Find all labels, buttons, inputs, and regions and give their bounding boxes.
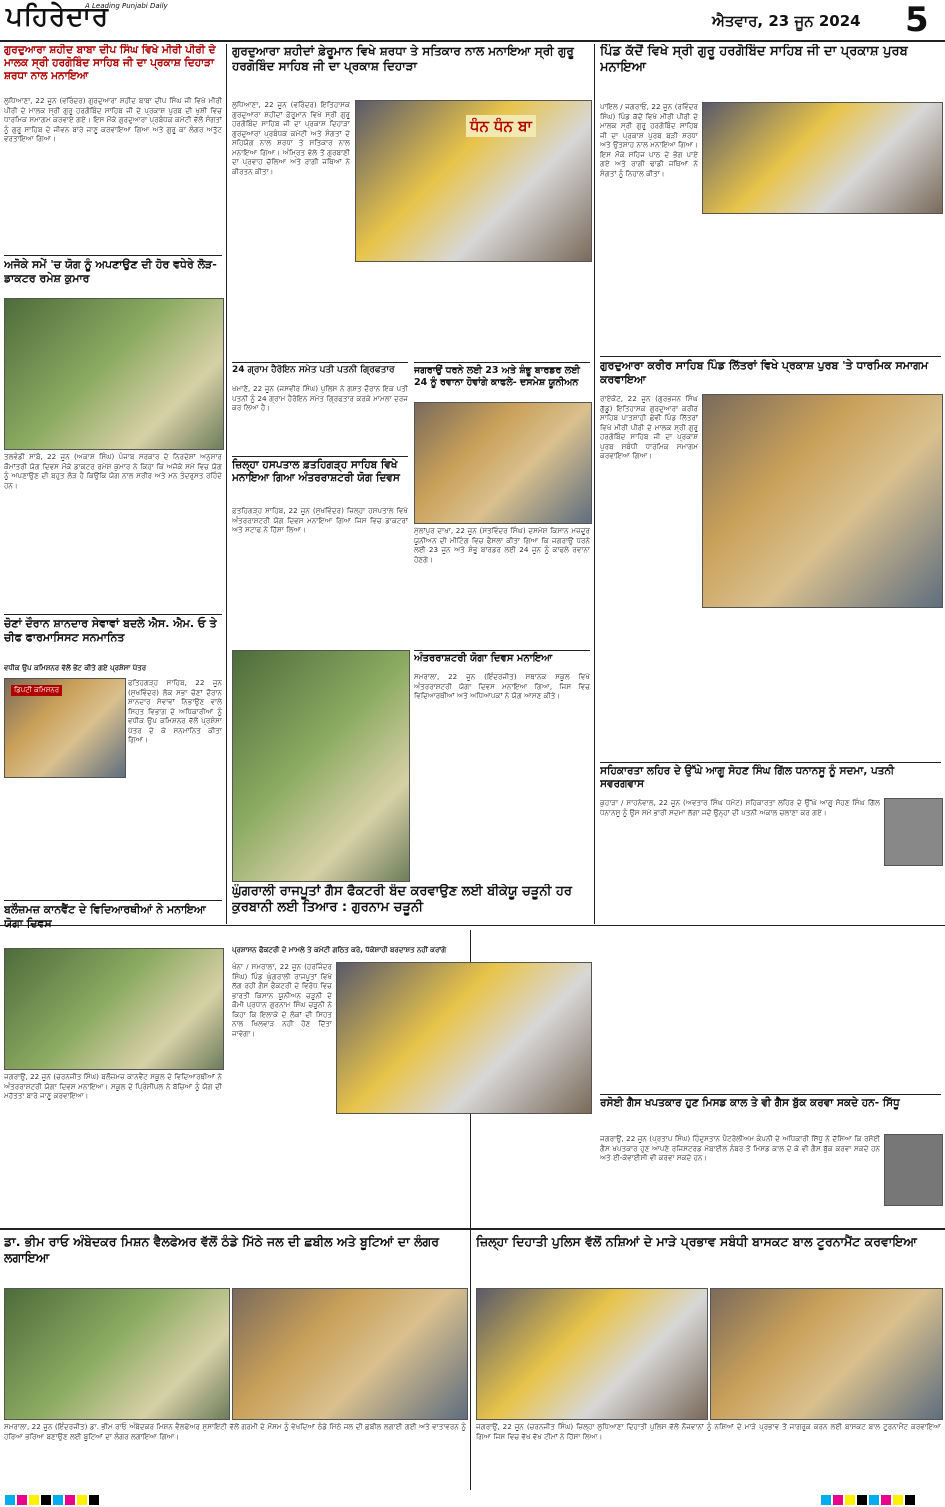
article-a9-body: ਮੁੱਲਾਂਪੁਰ ਦਾਖਾ, 22 ਜੂਨ (ਸਤਵਿੰਦਰ ਸਿੰਘ) ਦਸਮੇਸ਼ ਕਿਸਾਨ ਮਜ਼ਦੂਰ ਯੂਨੀਅਨ ਦੀ ਮੀਟਿੰਗ ਵਿਚ ਫੈਸਲਾ ਕੀਤਾ ਗਿਆ ਕਿ ਜਗਰਾਉਂ ਧਰਨੇ ਲਈ 23 ਜੂਨ ਅਤੇ ਸ਼ੰਭੂ ਬਾਰਡਰ ਲਈ 24 ਜੂਨ ਨੂੰ ਕਾਫਲੇ ਰਵਾਨਾ ਹੋਣਗੇ। bbox=[414, 526, 590, 564]
newspaper-logo: ਪਹਿਰੇਦਾਰ bbox=[6, 2, 109, 32]
article-a8-headline: ਜ਼ਿਲ੍ਹਾ ਹਸਪਤਾਲ ਫ਼ਤਹਿਗੜ੍ਹ ਸਾਹਿਬ ਵਿਖੇ ਮਨਾਇਆ ਗਿਆ ਅੰਤਰਰਾਸ਼ਟਰੀ ਯੋਗ ਦਿਵਸ bbox=[232, 459, 400, 485]
article-a4-headline: ਅਜੋਕੇ ਸਮੇਂ 'ਚ ਯੋਗ ਨੂੰ ਅਪਣਾਉਣ ਦੀ ਹੋਰ ਵਧੇਰੇ ਲੋੜ- ਡਾਕਟਰ ਰਮੇਸ਼ ਕੁਮਾਰ bbox=[4, 258, 217, 285]
article-a6-headline-box bbox=[4, 900, 222, 947]
felicitation-photo bbox=[4, 678, 126, 778]
article-a5-headline: ਚੋਣਾਂ ਦੌਰਾਨ ਸ਼ਾਨਦਾਰ ਸੇਵਾਵਾਂ ਬਦਲੇ ਐਸ. ਐਮ. ਓ ਤੇ ਚੀਫ ਫਾਰਮਾਸਿਸਟ ਸਨਮਾਨਿਤ bbox=[4, 617, 217, 644]
article-a4-body: ਤਲਵੰਡੀ ਸਾਬੋ, 22 ਜੂਨ (ਅਕਾਸ਼ ਸਿੰਘ) ਪੰਜਾਬ ਸਰਕਾਰ ਦੇ ਨਿਰਦੇਸ਼ਾਂ ਅਨੁਸਾਰ ਕੌਮਾਂਤਰੀ ਯੋਗ ਦਿਵਸ ਮੌਕੇ ਡਾਕਟਰ ਰਮੇਸ਼ ਕੁਮਾਰ ਨੇ ਕਿਹਾ ਕਿ ਅਜੋਕੇ ਸਮੇਂ ਵਿਚ ਯੋਗ ਨੂੰ ਅਪਣਾਉਣ ਦੀ ਬਹੁਤ ਲੋੜ ਹੈ ਕਿਉਂਕਿ ਯੋਗ ਨਾਲ ਸਰੀਰ ਅਤੇ ਮਨ ਤੰਦਰੁਸਤ ਰਹਿੰਦੇ ਹਨ। bbox=[4, 452, 222, 490]
article-a6-headline: ਬਲੌਜ਼ਮਜ਼ ਕਾਨਵੈਂਟ ਦੇ ਵਿਦਿਆਰਥੀਆਂ ਨੇ ਮਨਾਇਆ ਯੋਗਾ ਦਿਵਸ bbox=[4, 903, 206, 930]
article-a15-body: ਸਮਰਾਲਾ, 22 ਜੂਨ (ਇੰਦਰਜੀਤ) ਡਾ. ਭੀਮ ਰਾਓ ਅੰਬੇਦਕਰ ਮਿਸ਼ਨ ਵੈਲਫੇਅਰ ਸੁਸਾਇਟੀ ਵੱਲੋਂ ਗਰਮੀ ਦੇ ਮੌਸਮ ਨੂੰ ਵੇਖਦਿਆਂ ਠੰਡੇ ਮਿੱਠੇ ਜਲ ਦੀ ਛਬੀਲ ਲਗਾਈ ਗਈ ਅਤੇ ਵਾਤਾਵਰਨ ਨੂੰ ਹਰਿਆ ਭਰਿਆ ਬਣਾਉਣ ਲਈ ਬੂਟਿਆਂ ਦਾ ਲੰਗਰ ਲਗਾਇਆ ਗਿਆ। bbox=[4, 1422, 466, 1441]
article-a1-headline-box bbox=[4, 44, 222, 94]
article-a11-headline-box bbox=[600, 356, 941, 393]
article-a15-headline: ਡਾ. ਭੀਮ ਰਾਓ ਅੰਬੇਦਕਰ ਮਿਸ਼ਨ ਵੈਲਫੇਅਰ ਵੱਲੋਂ ਠੰਡੇ ਮਿੱਠੇ ਜਲ ਦੀ ਛਬੀਲ ਅਤੇ ਬੂਟਿਆਂ ਦਾ ਲੰਗਰ ਲਗਾਇਆ bbox=[4, 1234, 439, 1265]
article-a14-headline-box bbox=[600, 1094, 941, 1133]
article-a12-body: ਕੁਹਾੜਾ / ਸਾਹਨੇਵਾਲ, 22 ਜੂਨ (ਅਵਤਾਰ ਸਿੰਘ ਧਮੋਟ) ਸਹਿਕਾਰਤਾ ਲਹਿਰ ਦੇ ਉੱਘੇ ਆਗੂ ਸੋਹਣ ਸਿੰਘ ਗਿੱਲ ਧਨਾਨਸੂ ਨੂੰ ਉਸ ਸਮੇਂ ਭਾਰੀ ਸਦਮਾ ਲੱਗਾ ਜਦੋਂ ਉਨ੍ਹਾਂ ਦੀ ਪਤਨੀ ਅਕਾਲ ਚਲਾਣਾ ਕਰ ਗਏ। bbox=[600, 798, 880, 817]
article-a3-headline: ਪਿੰਡ ਕੱਦੋਂ ਵਿਖੇ ਸ੍ਰੀ ਗੁਰੂ ਹਰਗੋਬਿੰਦ ਸਾਹਿਬ ਜੀ ਦਾ ਪ੍ਰਕਾਸ਼ ਪੁਰਬ ਮਨਾਇਆ bbox=[600, 44, 908, 76]
article-a2-body: ਲੁਧਿਆਣਾ, 22 ਜੂਨ (ਵਰਿੰਦਰ) ਇਤਿਹਾਸਕ ਗੁਰਦੁਆਰਾ ਸ਼ਹੀਦਾਂ ਫ਼ੇਰੂਮਾਨ ਵਿਖੇ ਸ੍ਰੀ ਗੁਰੂ ਹਰਗੋਬਿੰਦ ਸਾਹਿਬ ਜੀ ਦਾ ਪ੍ਰਕਾਸ਼ ਦਿਹਾੜਾ ਗੁਰਦੁਆਰਾ ਪ੍ਰਬੰਧਕ ਕਮੇਟੀ ਅਤੇ ਸੰਗਤਾਂ ਦੇ ਸਹਿਯੋਗ ਨਾਲ ਸ਼ਰਧਾ ਤੇ ਸਤਿਕਾਰ ਨਾਲ ਮਨਾਇਆ ਗਿਆ। ਅੰਮ੍ਰਿਤ ਵੇਲੇ ਤੋਂ ਗੁਰਬਾਣੀ ਦਾ ਪ੍ਰਵਾਹ ਚੱਲਿਆ ਅਤੇ ਰਾਗੀ ਜਥਿਆਂ ਨੇ ਕੀਰਤਨ ਕੀਤਾ। bbox=[232, 100, 350, 176]
blossoms-yoga-photo bbox=[4, 948, 224, 1070]
masthead bbox=[0, 0, 945, 42]
article-a3-body-continued bbox=[702, 216, 941, 352]
article-a14-body: ਜਗਰਾਉਂ, 22 ਜੂਨ (ਪ੍ਰਤਾਪ ਸਿੰਘ) ਹਿੰਦੁਸਤਾਨ ਪੈਟਰੋਲੀਅਮ ਕੰਪਨੀ ਦੇ ਅਧਿਕਾਰੀ ਸਿੱਧੂ ਨੇ ਦੱਸਿਆ ਕਿ ਰਸੋਈ ਗੈਸ ਖਪਤਕਾਰ ਹੁਣ ਆਪਣੇ ਰਜਿਸਟਰਡ ਮੋਬਾਈਲ ਨੰਬਰ ਤੋਂ ਮਿਸਡ ਕਾਲ ਦੇ ਕੇ ਵੀ ਗੈਸ ਬੁੱਕ ਕਰਵਾ ਸਕਦੇ ਹਨ ਅਤੇ ਈ-ਕੇਵਾਈਸੀ ਵੀ ਕਰਵਾ ਸਕਦੇ ਹਨ। bbox=[600, 1134, 880, 1162]
article-a7-headline: 24 ਗ੍ਰਾਮ ਹੈਰੋਇਨ ਸਮੇਤ ਪਤੀ ਪਤਨੀ ਗ੍ਰਿਫਤਾਰ bbox=[232, 365, 395, 375]
article-a10-headline-box bbox=[414, 650, 590, 671]
yoga-hospital-photo bbox=[232, 650, 410, 882]
article-a16-body: ਜਗਰਾਉਂ, 22 ਜੂਨ (ਚਰਨਜੀਤ ਸਿੰਘ) ਜ਼ਿਲ੍ਹਾ ਲੁਧਿਆਣਾ ਦਿਹਾਤੀ ਪੁਲਿਸ ਵੱਲੋਂ ਨੌਜਵਾਨਾਂ ਨੂੰ ਨਸ਼ਿਆਂ ਦੇ ਮਾੜੇ ਪ੍ਰਭਾਵ ਤੋਂ ਜਾਗਰੂਕ ਕਰਨ ਲਈ ਬਾਸਕਟ ਬਾਲ ਟੂਰਨਾਮੈਂਟ ਕਰਵਾਇਆ ਗਿਆ ਜਿਸ ਵਿਚ ਵੱਖ ਵੱਖ ਟੀਮਾਂ ਨੇ ਹਿੱਸਾ ਲਿਆ। bbox=[476, 1422, 941, 1441]
article-a11-headline: ਗੁਰਦੁਆਰਾ ਕਰੀਰ ਸਾਹਿਬ ਪਿੰਡ ਲਿੱਤਰਾਂ ਵਿਖੇ ਪ੍ਰਕਾਸ਼ ਪੁਰਬ 'ਤੇ ਧਾਰਮਿਕ ਸਮਾਗਮ ਕਰਵਾਇਆ bbox=[600, 359, 929, 386]
article-a10-body: ਸਮਰਾਲਾ, 22 ਜੂਨ (ਇੰਦਰਜੀਤ) ਸਥਾਨਕ ਸਕੂਲ ਵਿਖੇ ਅੰਤਰਰਾਸ਼ਟਰੀ ਯੋਗਾ ਦਿਵਸ ਮਨਾਇਆ ਗਿਆ, ਜਿਸ ਵਿਚ ਵਿਦਿਆਰਥੀਆਂ ਅਤੇ ਅਧਿਆਪਕਾਂ ਨੇ ਯੋਗ ਆਸਣ ਕੀਤੇ। bbox=[414, 672, 590, 700]
basketball-photo-2 bbox=[710, 1288, 943, 1420]
article-a13-body: ਖੰਨਾ / ਸਮਰਾਲਾ, 22 ਜੂਨ (ਹਰਜਿੰਦਰ ਸਿੰਘ) ਪਿੰਡ ਘੁੰਗਰਾਲੀ ਰਾਜਪੂਤਾਂ ਵਿਖੇ ਲੱਗ ਰਹੀ ਗੈਸ ਫੈਕਟਰੀ ਦੇ ਵਿਰੋਧ ਵਿਚ ਭਾਰਤੀ ਕਿਸਾਨ ਯੂਨੀਅਨ ਚੜੂਨੀ ਦੇ ਕੌਮੀ ਪ੍ਰਧਾਨ ਗੁਰਨਾਮ ਸਿੰਘ ਚੜੂਨੀ ਨੇ ਕਿਹਾ ਕਿ ਇਲਾਕੇ ਦੇ ਲੋਕਾਂ ਦੀ ਸਿਹਤ ਨਾਲ ਖਿਲਵਾੜ ਨਹੀਂ ਹੋਣ ਦਿੱਤਾ ਜਾਵੇਗਾ। bbox=[232, 962, 332, 1038]
protest-photo bbox=[336, 962, 592, 1114]
article-a12-headline-box bbox=[600, 762, 941, 797]
article-a9-headline-box bbox=[414, 362, 590, 401]
article-a13-headline-box bbox=[232, 884, 590, 944]
article-a15-headline-box bbox=[4, 1234, 466, 1284]
office-sign: ਡਿਪਟੀ ਕਮਿਸ਼ਨਰ bbox=[11, 685, 62, 696]
article-a9-headline: ਜਗਰਾਉਂ ਧਰਨੇ ਲਈ 23 ਅਤੇ ਸ਼ੰਭੂ ਬਾਰਡਰ ਲਈ 24 ਨੂੰ ਰਵਾਨਾ ਹੋਵਾਂਗੇ ਕਾਫਲੇ- ਦਸਮੇਸ਼ ਯੂਨੀਅਨ bbox=[414, 365, 580, 388]
issue-date: ਐਤਵਾਰ, 23 ਜੂਨ 2024 bbox=[712, 12, 861, 30]
article-a16-headline: ਜ਼ਿਲ੍ਹਾ ਦਿਹਾਤੀ ਪੁਲਿਸ ਵੱਲੋਂ ਨਸ਼ਿਆਂ ਦੇ ਮਾੜੇ ਪ੍ਰਭਾਵ ਸਬੰਧੀ ਬਾਸਕਟ ਬਾਲ ਟੂਰਨਾਮੈਂਟ ਕਰਵਾਇਆ bbox=[476, 1234, 917, 1249]
article-a4-headline-box bbox=[4, 255, 222, 296]
article-a2-headline-box bbox=[232, 44, 590, 98]
article-a11-body-continued bbox=[600, 610, 941, 760]
portrait-photo bbox=[884, 798, 943, 866]
article-a16-headline-box bbox=[476, 1234, 941, 1284]
article-a2-body-continued bbox=[232, 262, 590, 362]
yoga-photo bbox=[4, 298, 224, 450]
article-a8-body: ਫ਼ਤਹਿਗੜ੍ਹ ਸਾਹਿਬ, 22 ਜੂਨ (ਸੁਖਵਿੰਦਰ) ਜ਼ਿਲ੍ਹਾ ਹਸਪਤਾਲ ਵਿਖੇ ਅੰਤਰਰਾਸ਼ਟਰੀ ਯੋਗ ਦਿਵਸ ਮਨਾਇਆ ਗਿਆ ਜਿਸ ਵਿਚ ਡਾਕਟਰਾਂ ਅਤੇ ਸਟਾਫ ਨੇ ਹਿੱਸਾ ਲਿਆ। bbox=[232, 506, 408, 534]
article-a13-kicker: ਪ੍ਰਸ਼ਾਸਨ ਫੈਕਟਰੀ ਦੇ ਮਾਮਲੇ ਤੇ ਕਮੇਟੀ ਗਠਿਤ ਕਰੇ, ਧੱਕੇਸ਼ਾਹੀ ਬਰਦਾਸ਼ਤ ਨਹੀਂ ਕਰਾਂਗੇ bbox=[232, 946, 447, 954]
article-a5-body-continued bbox=[4, 780, 222, 898]
article-a6-body: ਜਗਰਾਉਂ, 22 ਜੂਨ (ਚਰਨਜੀਤ ਸਿੰਘ) ਬਲੌਜ਼ਮਜ਼ ਕਾਨਵੈਂਟ ਸਕੂਲ ਦੇ ਵਿਦਿਆਰਥੀਆਂ ਨੇ ਅੰਤਰਰਾਸ਼ਟਰੀ ਯੋਗਾ ਦਿਵਸ ਮਨਾਇਆ। ਸਕੂਲ ਦੇ ਪ੍ਰਿੰਸੀਪਲ ਨੇ ਬੱਚਿਆਂ ਨੂੰ ਯੋਗ ਦੀ ਮਹੱਤਤਾ ਬਾਰੇ ਜਾਣੂ ਕਰਵਾਇਆ। bbox=[4, 1072, 222, 1100]
gurdwara-banner: ਧੰਨ ਧੰਨ ਬਾ bbox=[466, 115, 536, 137]
chhabeel-photo-1 bbox=[4, 1288, 230, 1420]
article-a8-headline-box bbox=[232, 456, 408, 505]
article-a5-body: ਫਤਿਹਗੜ੍ਹ ਸਾਹਿਬ, 22 ਜੂਨ (ਸੁਖਵਿੰਦਰ) ਲੋਕ ਸਭਾ ਚੋਣਾਂ ਦੌਰਾਨ ਸ਼ਾਨਦਾਰ ਸੇਵਾਵਾਂ ਨਿਭਾਉਣ ਵਾਲੇ ਸਿਹਤ ਵਿਭਾਗ ਦੇ ਅਧਿਕਾਰੀਆਂ ਨੂੰ ਵਧੀਕ ਉਪ ਕਮਿਸ਼ਨਰ ਵੱਲੋਂ ਪ੍ਰਸ਼ੰਸਾ ਪੱਤਰ ਦੇ ਕੇ ਸਨਮਾਨਿਤ ਕੀਤਾ ਗਿਆ। bbox=[128, 678, 222, 744]
article-a11-body: ਰਾਏਕੋਟ, 22 ਜੂਨ (ਗੁਰਭਜਨ ਸਿੰਘ ਗੁੱਡੂ) ਇਤਿਹਾਸਕ ਗੁਰਦੁਆਰਾ ਕਰੀਰ ਸਾਹਿਬ ਪਾਤਸ਼ਾਹੀ ਛੇਵੀਂ ਪਿੰਡ ਲਿੱਤਰਾਂ ਵਿਖੇ ਮੀਰੀ ਪੀਰੀ ਦੇ ਮਾਲਕ ਸ੍ਰੀ ਗੁਰੂ ਹਰਗੋਬਿੰਦ ਸਾਹਿਬ ਜੀ ਦਾ ਪ੍ਰਕਾਸ਼ ਪੁਰਬ ਸਬੰਧੀ ਧਾਰਮਿਕ ਸਮਾਗਮ ਕਰਵਾਇਆ ਗਿਆ। bbox=[600, 394, 698, 460]
article-a5-headline-box bbox=[4, 614, 222, 665]
article-a13-body-continued bbox=[336, 1116, 590, 1216]
article-a14-headline: ਰਸੋਈ ਗੈਸ ਖਪਤਕਾਰ ਹੁਣ ਮਿਸਡ ਕਾਲ ਤੇ ਵੀ ਗੈਸ ਬੁੱਕ ਕਰਵਾ ਸਕਦੇ ਹਨ- ਸਿੱਧੂ bbox=[600, 1097, 900, 1109]
union-photo bbox=[414, 402, 592, 524]
page-number: 5 bbox=[905, 0, 929, 40]
kaddon-photo bbox=[702, 102, 943, 214]
article-a1-headline: ਗੁਰਦੁਆਰਾ ਸ਼ਹੀਦ ਬਾਬਾ ਦੀਪ ਸਿੰਘ ਵਿਖੇ ਮੀਰੀ ਪੀਰੀ ਦੇ ਮਾਲਕ ਸ੍ਰੀ ਹਰਗੋਬਿੰਦ ਸਾਹਿਬ ਜੀ ਦਾ ਪ੍ਰਕਾਸ਼ ਦਿਹਾੜਾ ਸ਼ਰਧਾ ਨਾਲ ਮਨਾਇਆ bbox=[4, 44, 216, 83]
gurdwara-photo bbox=[355, 100, 592, 262]
article-a2-headline: ਗੁਰਦੁਆਰਾ ਸ਼ਹੀਦਾਂ ਫ਼ੇਰੂਮਾਨ ਵਿਖੇ ਸ਼ਰਧਾ ਤੇ ਸਤਿਕਾਰ ਨਾਲ ਮਨਾਇਆ ਸ੍ਰੀ ਗੁਰੂ ਹਰਗੋਬਿੰਦ ਸਾਹਿਬ ਜੀ ਦਾ ਪ੍ਰਕਾਸ਼ ਦਿਹਾੜਾ bbox=[232, 44, 574, 73]
article-a13-headline: ਘੁੰਗਰਾਲੀ ਰਾਜਪੂਤਾਂ ਗੈਸ ਫੈਕਟਰੀ ਬੰਦ ਕਰਵਾਉਣ ਲਈ ਬੀਕੇਯੂ ਚੜੂਨੀ ਹਰ ਕੁਰਬਾਨੀ ਲਈ ਤਿਆਰ : ਗੁਰਨਾਮ ਚੜੂਨੀ bbox=[232, 884, 572, 916]
article-a5-kicker: ਵਧੀਕ ਉਪ ਕਮਿਸ਼ਨਰ ਵੱਲੋਂ ਭੇਂਟ ਕੀਤੇ ਗਏ ਪ੍ਰਸ਼ੰਸਾ ਪੱਤਰ bbox=[4, 664, 147, 672]
article-a1-body: ਲੁਧਿਆਣਾ, 22 ਜੂਨ (ਵਰਿੰਦਰ) ਗੁਰਦੁਆਰਾ ਸ਼ਹੀਦ ਬਾਬਾ ਦੀਪ ਸਿੰਘ ਜੀ ਵਿਖੇ ਮੀਰੀ ਪੀਰੀ ਦੇ ਮਾਲਕ ਸ੍ਰੀ ਗੁਰੂ ਹਰਗੋਬਿੰਦ ਸਾਹਿਬ ਜੀ ਦੇ ਪ੍ਰਕਾਸ਼ ਪੁਰਬ ਦੀ ਖੁਸ਼ੀ ਵਿਚ ਧਾਰਮਿਕ ਸਮਾਗਮ ਕਰਵਾਏ ਗਏ। ਇਸ ਮੌਕੇ ਗੁਰਦੁਆਰਾ ਪ੍ਰਬੰਧਕ ਕਮੇਟੀ ਵੱਲੋਂ ਸੰਗਤਾਂ ਨੂੰ ਗੁਰੂ ਸਾਹਿਬ ਦੇ ਜੀਵਨ ਬਾਰੇ ਜਾਣੂ ਕਰਵਾਇਆ ਗਿਆ ਅਤੇ ਗੁਰੂ ਕਾ ਲੰਗਰ ਅਤੁੱਟ ਵਰਤਾਇਆ ਗਿਆ। bbox=[4, 96, 222, 143]
article-a3-body: ਪਾਇਲ / ਜਗਰਾਓਂ, 22 ਜੂਨ (ਰਵਿੰਦਰ ਸਿੰਘ) ਪਿੰਡ ਕੱਦੋਂ ਵਿਖੇ ਮੀਰੀ ਪੀਰੀ ਦੇ ਮਾਲਕ ਸ੍ਰੀ ਗੁਰੂ ਹਰਗੋਬਿੰਦ ਸਾਹਿਬ ਜੀ ਦਾ ਪ੍ਰਕਾਸ਼ ਪੁਰਬ ਬੜੀ ਸ਼ਰਧਾ ਅਤੇ ਉਤਸ਼ਾਹ ਨਾਲ ਮਨਾਇਆ ਗਿਆ। ਇਸ ਮੌਕੇ ਸਹਿਜ ਪਾਠ ਦੇ ਭੋਗ ਪਾਏ ਗਏ ਅਤੇ ਰਾਗੀ ਢਾਡੀ ਜਥਿਆਂ ਨੇ ਸੰਗਤਾਂ ਨੂੰ ਨਿਹਾਲ ਕੀਤਾ। bbox=[600, 102, 698, 178]
article-a3-headline-box bbox=[600, 44, 941, 100]
gurdwara-karir-photo bbox=[702, 394, 943, 608]
article-a12-headline: ਸਹਿਕਾਰਤਾ ਲਹਿਰ ਦੇ ਉੱਘੇ ਆਗੂ ਸੋਹਣ ਸਿੰਘ ਗਿੱਲ ਧਨਾਨਸੂ ਨੂੰ ਸਦਮਾ, ਪਤਨੀ ਸਵਰਗਵਾਸ bbox=[600, 765, 895, 791]
article-a7-body: ਖਮਾਣੋਂ, 22 ਜੂਨ (ਜਸਵੀਰ ਸਿੰਘ) ਪੁਲਿਸ ਨੇ ਗਸ਼ਤ ਦੌਰਾਨ ਇਕ ਪਤੀ ਪਤਨੀ ਨੂੰ 24 ਗ੍ਰਾਮ ਹੈਰੋਇਨ ਸਮੇਤ ਗ੍ਰਿਫਤਾਰ ਕਰਕੇ ਮਾਮਲਾ ਦਰਜ ਕਰ ਲਿਆ ਹੈ। bbox=[232, 384, 408, 412]
chhabeel-photo-2 bbox=[232, 1288, 468, 1420]
print-color-bar-left bbox=[4, 1493, 100, 1507]
article-a7-headline-box bbox=[232, 362, 408, 383]
sidhu-portrait-photo bbox=[884, 1134, 943, 1206]
tagline: A Leading Punjabi Daily bbox=[85, 2, 168, 10]
article-a10-headline: ਅੰਤਰਰਾਸ਼ਟਰੀ ਯੋਗਾ ਦਿਵਸ ਮਨਾਇਆ bbox=[414, 653, 553, 664]
basketball-photo-1 bbox=[476, 1288, 708, 1420]
print-color-bar-right bbox=[820, 1493, 916, 1507]
